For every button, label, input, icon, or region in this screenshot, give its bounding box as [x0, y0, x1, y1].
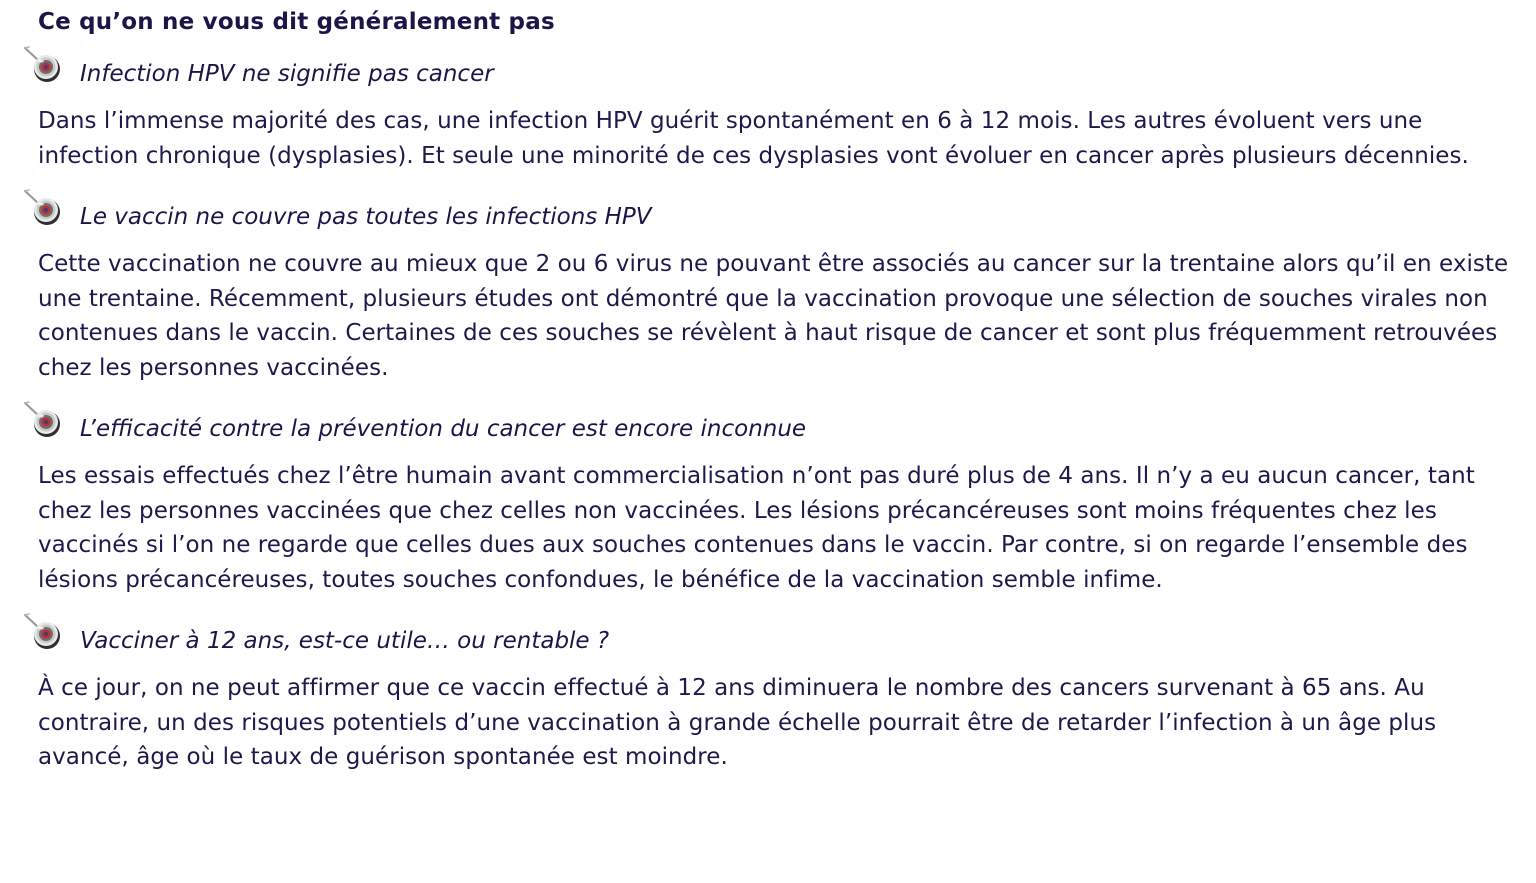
- section-body: Dans l’immense majorité des cas, une infection HPV guérit spontanément en 6 à 12 mois. Les autres évoluent vers une infection chronique (dysplasies). Et seule une minorité de ces dysplasies vont évoluer en cancer après plusieurs décennies.: [38, 108, 1469, 169]
- section-heading: [38, 625, 1518, 657]
- section-heading-text: L’efficacité contre la prévention du cancer est encore inconnue: [80, 416, 807, 442]
- section-hpv-infection: [38, 58, 1518, 173]
- section-heading: [38, 201, 1518, 233]
- section-heading-text: Vacciner à 12 ans, est-ce utile… ou rentable ?: [80, 628, 610, 654]
- section-heading-text: Infection HPV ne signifie pas cancer: [80, 61, 494, 87]
- section-heading-text: Le vaccin ne couvre pas toutes les infections HPV: [80, 204, 652, 230]
- article: [38, 6, 1518, 775]
- section-vaccinate-at-12: [38, 625, 1518, 775]
- target-icon: [22, 188, 62, 228]
- section-vaccine-coverage: [38, 201, 1518, 385]
- section-efficacy: [38, 413, 1518, 597]
- section-heading: [38, 58, 1518, 90]
- section-heading: [38, 413, 1518, 445]
- section-body: À ce jour, on ne peut affirmer que ce vaccin effectué à 12 ans diminuera le nombre des cancers survenant à 65 ans. Au contraire, un des risques potentiels d’une vaccination à grande échelle pourrait être de retarder l’infection à un âge plus avancé, âge où le taux de guérison spontanée est moindre.: [38, 675, 1437, 770]
- target-icon: [22, 400, 62, 440]
- target-icon: [22, 612, 62, 652]
- section-body: Cette vaccination ne couvre au mieux que 2 ou 6 virus ne pouvant être associés au cancer sur la trentaine alors qu’il en existe une trentaine. Récemment, plusieurs études ont démontré que la vaccination provoque une sélection de souches virales non contenues dans le vaccin. Certaines de ces souches se révèlent à haut risque de cancer et sont plus fréquemment retrouvées chez les personnes vaccinées.: [38, 251, 1509, 381]
- section-body: Les essais effectués chez l’être humain avant commercialisation n’ont pas duré plus de 4 ans. Il n’y a eu aucun cancer, tant chez les personnes vaccinées que chez celles non vaccinées. Les lésions précancéreuses sont moins fréquentes chez les vaccinés si l’on ne regarde que celles dues aux souches contenues dans le vaccin. Par contre, si on regarde l’ensemble des lésions précancéreuses, toutes souches confondues, le bénéfice de la vaccination semble infime.: [38, 463, 1475, 593]
- target-icon: [22, 45, 62, 85]
- page-title: Ce qu’on ne vous dit généralement pas: [38, 9, 555, 35]
